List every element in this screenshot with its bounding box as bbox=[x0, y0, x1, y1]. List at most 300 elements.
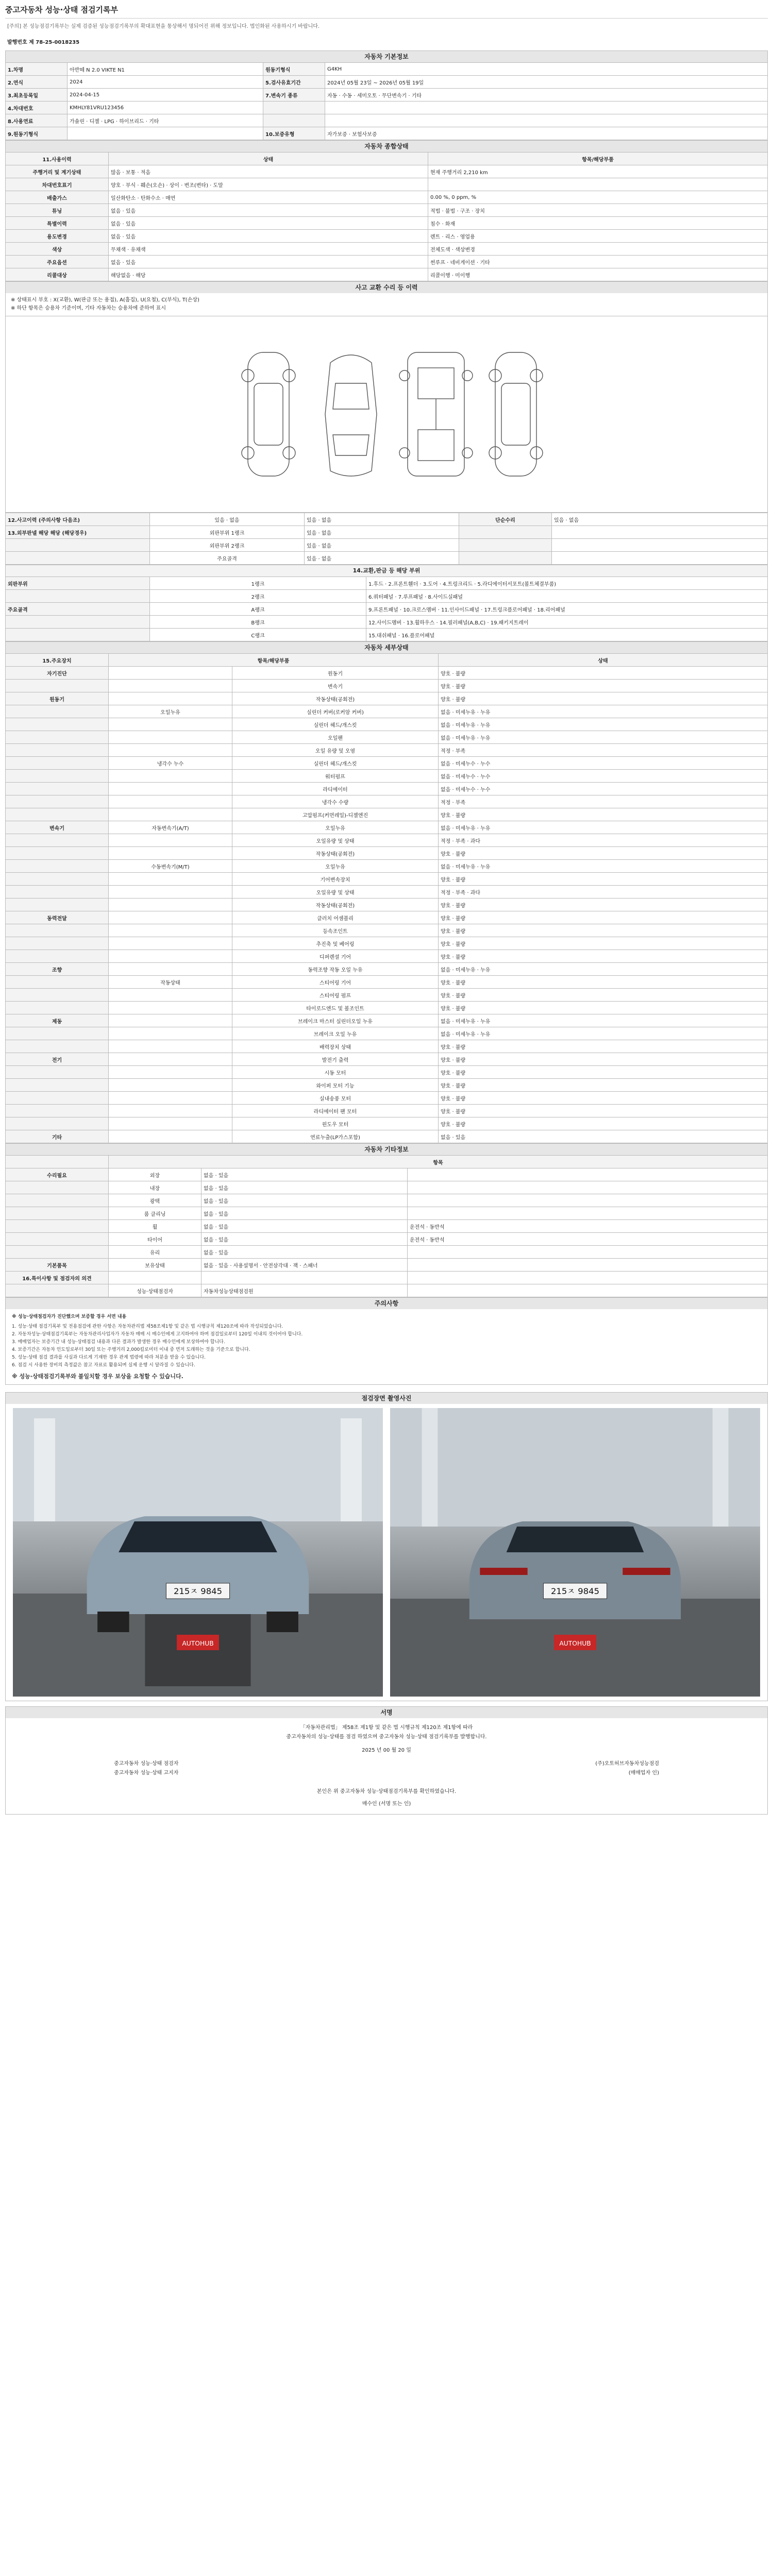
detail-part: 오일누유 bbox=[232, 860, 439, 873]
parts-list: 12.사이드멤버 · 13.휠하우스 · 14.필러패널(A,B,C) · 19.패키지트레이 bbox=[366, 616, 768, 629]
detail-state: 양호 · 불량 bbox=[439, 680, 768, 692]
detail-state: 양호 · 불량 bbox=[439, 989, 768, 1002]
detail-row bbox=[6, 1105, 768, 1117]
detail-subgroup bbox=[109, 1130, 232, 1143]
caution-box bbox=[5, 1309, 768, 1385]
detail-part: 실린더 커버(로커암 커버) bbox=[232, 705, 439, 718]
legend-line-2: ※ 하단 항목은 승용차 기준이며, 기타 자동차는 승용차에 준하여 표시 bbox=[11, 306, 166, 311]
section-detail-status: 자동차 세부상태 bbox=[5, 641, 768, 653]
extra-state bbox=[201, 1272, 408, 1284]
detail-row bbox=[6, 757, 768, 770]
detail-row bbox=[6, 705, 768, 718]
general-status: 일산화탄소 · 탄화수소 · 매연 bbox=[109, 191, 428, 204]
detail-group: 자기진단 bbox=[6, 667, 109, 680]
detail-part: 실린더 헤드/개스킷 bbox=[232, 757, 439, 770]
extra-note bbox=[408, 1207, 768, 1220]
notice-text: [주의] 본 성능점검기록부는 실제 검증된 성능점검기록부의 확대표현을 통상해서 명되어진 위해 정보입니다. 법인화된 사용하시기 바랍니다. bbox=[7, 24, 320, 29]
rear-photo bbox=[390, 1408, 760, 1697]
general-detail bbox=[428, 178, 768, 191]
detail-state: 양호 · 불량 bbox=[439, 924, 768, 937]
inspector-label: 중고자동차 성능·상태 점검자 bbox=[114, 1761, 179, 1767]
parts-rank: C랭크 bbox=[150, 629, 366, 641]
parts-rank: 1랭크 bbox=[150, 577, 366, 590]
extra-item: 룸 클리닝 bbox=[109, 1207, 201, 1220]
basic-key-2: 5.검사유효기간 bbox=[263, 76, 325, 89]
parts-rank: A랭크 bbox=[150, 603, 366, 616]
extra-note bbox=[408, 1181, 768, 1194]
detail-subgroup bbox=[109, 731, 232, 744]
basic-row bbox=[6, 127, 768, 140]
basic-value-2: G4KH bbox=[325, 63, 768, 76]
detail-state: 없음 · 미세누유 · 누유 bbox=[439, 860, 768, 873]
section-basic-info: 자동차 기본정보 bbox=[5, 50, 768, 62]
basic-key-2 bbox=[263, 101, 325, 114]
detail-state: 양호 · 불량 bbox=[439, 950, 768, 963]
parts-group: 주요골격 bbox=[6, 603, 150, 616]
detail-subgroup bbox=[109, 718, 232, 731]
rear-sign: AUTOHUB bbox=[559, 1640, 591, 1647]
basic-key: 9.원동기형식 bbox=[6, 127, 68, 140]
detail-group bbox=[6, 989, 109, 1002]
detail-subgroup bbox=[109, 963, 232, 976]
extra-row bbox=[6, 1168, 768, 1181]
detail-state: 양호 · 불량 bbox=[439, 937, 768, 950]
detail-group: 원동기 bbox=[6, 692, 109, 705]
caution-line: 2. 자동차성능·상태점검기록부는 자동차관리사업자가 자동차 매매 시 매수인에게 고지하여야 하며 점검일로부터 120일 이내의 것이어야 합니다. bbox=[12, 1332, 303, 1337]
signature-box bbox=[5, 1718, 768, 1815]
general-detail: 침수 · 화재 bbox=[428, 217, 768, 230]
accident-value: 있음 · 없음 bbox=[150, 513, 305, 526]
detail-part: 냉각수 수량 bbox=[232, 795, 439, 808]
detail-row bbox=[6, 1002, 768, 1014]
extra-note bbox=[408, 1284, 768, 1297]
front-sign: AUTOHUB bbox=[182, 1640, 214, 1647]
extra-state: 없음 · 있음 bbox=[201, 1168, 408, 1181]
detail-subgroup bbox=[109, 950, 232, 963]
general-item: 튜닝 bbox=[6, 204, 109, 217]
detail-group bbox=[6, 886, 109, 899]
detail-group bbox=[6, 770, 109, 783]
legend-line: ※ 상태표시 부호 : X(교환), W(판금 또는 용접), A(흠집), U(요철), C(부식), T(손상) bbox=[11, 297, 199, 303]
detail-subgroup bbox=[109, 873, 232, 886]
accident-row bbox=[6, 539, 768, 552]
extra-group: 수리필요 bbox=[6, 1168, 109, 1181]
rear-plate: 215ㅈ 9845 bbox=[550, 1586, 600, 1596]
detail-state: 적정 · 부족 bbox=[439, 795, 768, 808]
document-number: 발행번호 제 78-25-0018235 bbox=[7, 40, 80, 45]
detail-part: 작동상태(공회전) bbox=[232, 847, 439, 860]
detail-row bbox=[6, 667, 768, 680]
caution-line: 4. 보증기간은 자동차 인도일로부터 30일 또는 주행거리 2,000킬로미터 이내 중 먼저 도래하는 것을 기준으로 합니다. bbox=[12, 1347, 250, 1352]
detail-row bbox=[6, 989, 768, 1002]
extra-note: 운전석 · 동반석 bbox=[408, 1233, 768, 1246]
extra-group bbox=[6, 1246, 109, 1259]
accident-row bbox=[6, 552, 768, 565]
detail-part: 작동상태(공회전) bbox=[232, 692, 439, 705]
general-item: 차대번호표기 bbox=[6, 178, 109, 191]
general-row bbox=[6, 230, 768, 243]
extra-state: 자동차성능상태점검원 bbox=[201, 1284, 408, 1297]
parts-group: 외판부위 bbox=[6, 577, 150, 590]
detail-group bbox=[6, 937, 109, 950]
general-detail: 리콜이행 · 미이행 bbox=[428, 268, 768, 281]
detail-part: 클러치 어셈블리 bbox=[232, 911, 439, 924]
detail-row bbox=[6, 1040, 768, 1053]
extra-row bbox=[6, 1259, 768, 1272]
detail-subgroup: 냉각수 누수 bbox=[109, 757, 232, 770]
detail-row bbox=[6, 1014, 768, 1027]
extra-group: 기본품목 bbox=[6, 1259, 109, 1272]
detail-group bbox=[6, 1027, 109, 1040]
inspector-name: (주)오토허브자동차성능점검 bbox=[595, 1761, 659, 1767]
basic-value-2: 자동 · 수동 · 세미오토 · 무단변속기 · 기타 bbox=[325, 89, 768, 101]
accident-key bbox=[6, 552, 150, 565]
caution-head: ※ 성능·상태점검자가 진단했으며 보증할 경우 서면 내용 bbox=[12, 1314, 127, 1319]
basic-row bbox=[6, 63, 768, 76]
sign-line-2: 중고자동차의 성능·상태를 점검 하였으며 중고자동차 성능·상태 점검기록부를 발행합니다. bbox=[286, 1734, 487, 1740]
detail-state: 양호 · 불량 bbox=[439, 899, 768, 911]
parts-row bbox=[6, 629, 768, 641]
detail-state: 양호 · 불량 bbox=[439, 692, 768, 705]
detail-row bbox=[6, 821, 768, 834]
detail-group bbox=[6, 860, 109, 873]
parts-group bbox=[6, 629, 150, 641]
extra-note bbox=[408, 1194, 768, 1207]
detail-row bbox=[6, 873, 768, 886]
detail-part: 발전기 출력 bbox=[232, 1053, 439, 1066]
detail-row bbox=[6, 963, 768, 976]
general-head-1: 11.사용이력 bbox=[6, 152, 109, 165]
general-row bbox=[6, 217, 768, 230]
detail-group: 동력전달 bbox=[6, 911, 109, 924]
detail-row bbox=[6, 770, 768, 783]
detail-part: 변속기 bbox=[232, 680, 439, 692]
extra-group bbox=[6, 1194, 109, 1207]
detail-part: 실내송풍 모터 bbox=[232, 1092, 439, 1105]
section-general-status: 자동차 종합상태 bbox=[5, 140, 768, 152]
rear-car-image bbox=[390, 1408, 760, 1697]
accident-value-2: 있음 · 없음 bbox=[305, 539, 459, 552]
detail-subgroup bbox=[109, 692, 232, 705]
general-status: 무채색 · 유채색 bbox=[109, 243, 428, 256]
detail-state: 양호 · 불량 bbox=[439, 1053, 768, 1066]
detail-state: 없음 · 미세누수 · 누수 bbox=[439, 783, 768, 795]
basic-value-2: 자가보증 · 보험사보증 bbox=[325, 127, 768, 140]
basic-row bbox=[6, 76, 768, 89]
detail-subgroup: 작동상태 bbox=[109, 976, 232, 989]
detail-group: 조향 bbox=[6, 963, 109, 976]
detail-group bbox=[6, 718, 109, 731]
detail-part: 시동 모터 bbox=[232, 1066, 439, 1079]
detail-state: 적정 · 부족 · 과다 bbox=[439, 886, 768, 899]
detail-subgroup bbox=[109, 1053, 232, 1066]
extra-group bbox=[6, 1284, 109, 1297]
general-status: 많음 · 보통 · 적음 bbox=[109, 165, 428, 178]
detail-row bbox=[6, 950, 768, 963]
general-row bbox=[6, 204, 768, 217]
extra-item: 보유상태 bbox=[109, 1259, 201, 1272]
accident-value-3 bbox=[552, 539, 768, 552]
extra-note bbox=[408, 1168, 768, 1181]
detail-subgroup: 오일누유 bbox=[109, 705, 232, 718]
detail-state: 없음 · 미세누유 · 누유 bbox=[439, 718, 768, 731]
section-photos: 점검장면 촬영사진 bbox=[5, 1392, 768, 1404]
detail-row bbox=[6, 1130, 768, 1143]
detail-group bbox=[6, 834, 109, 847]
general-row bbox=[6, 191, 768, 204]
general-status: 없음 · 있음 bbox=[109, 256, 428, 268]
detail-group bbox=[6, 976, 109, 989]
detail-head-1: 15.주요장치 bbox=[6, 654, 109, 667]
detail-row bbox=[6, 744, 768, 757]
accident-value-2: 있음 · 없음 bbox=[305, 526, 459, 539]
detail-subgroup bbox=[109, 770, 232, 783]
detail-row bbox=[6, 847, 768, 860]
extra-row bbox=[6, 1220, 768, 1233]
extra-group bbox=[6, 1220, 109, 1233]
detail-state: 양호 · 불량 bbox=[439, 667, 768, 680]
detail-part: 브레이크 마스터 실린더오일 누유 bbox=[232, 1014, 439, 1027]
detail-state: 양호 · 불량 bbox=[439, 976, 768, 989]
extra-note bbox=[408, 1259, 768, 1272]
extra-group bbox=[6, 1207, 109, 1220]
buyer-sign: 매수인 (서명 또는 인) bbox=[362, 1801, 411, 1807]
detail-part: 윈도우 모터 bbox=[232, 1117, 439, 1130]
detail-part: 등속조인트 bbox=[232, 924, 439, 937]
detail-subgroup bbox=[109, 783, 232, 795]
extra-row bbox=[6, 1207, 768, 1220]
detail-subgroup bbox=[109, 1105, 232, 1117]
detail-group bbox=[6, 757, 109, 770]
section-caution: 주의사항 bbox=[5, 1297, 768, 1309]
inspector-row bbox=[11, 1755, 762, 1769]
extra-state: 없음 · 있음 bbox=[201, 1220, 408, 1233]
legend-box bbox=[5, 293, 768, 316]
general-status: 해당없음 · 해당 bbox=[109, 268, 428, 281]
basic-row bbox=[6, 89, 768, 101]
detail-group bbox=[6, 950, 109, 963]
accident-value-3: 있음 · 없음 bbox=[552, 513, 768, 526]
accident-key: 12.사고이력 (주의사항 다음조) bbox=[6, 513, 150, 526]
document-title: 중고자동차 성능·상태 점검기록부 bbox=[5, 0, 768, 19]
buyer-confirm: 본인은 위 중고자동차 성능·상태점검기록부를 확인하였습니다. bbox=[316, 1789, 457, 1794]
detail-row bbox=[6, 731, 768, 744]
detail-part: 오일 유량 및 오염 bbox=[232, 744, 439, 757]
detail-part: 오일누유 bbox=[232, 821, 439, 834]
extra-note: 운전석 · 동반석 bbox=[408, 1220, 768, 1233]
detail-head-2: 항목/해당부품 bbox=[109, 654, 439, 667]
detail-group: 전기 bbox=[6, 1053, 109, 1066]
parts-list: 1.후드 · 2.프론트휀더 · 3.도어 · 4.트렁크리드 · 5.라디에이터서포트(볼트체결부품) bbox=[366, 577, 768, 590]
detail-state: 양호 · 불량 bbox=[439, 1092, 768, 1105]
detail-row bbox=[6, 860, 768, 873]
detail-part: 연료누출(LP가스포함) bbox=[232, 1130, 439, 1143]
general-item: 용도변경 bbox=[6, 230, 109, 243]
detail-state: 없음 · 미세누유 · 누유 bbox=[439, 821, 768, 834]
general-item: 리콜대상 bbox=[6, 268, 109, 281]
basic-value: 가솔린 · 디젤 · LPG · 하이브리드 · 기타 bbox=[68, 114, 263, 127]
detail-state: 없음 · 미세누유 · 누유 bbox=[439, 705, 768, 718]
extra-item: 내장 bbox=[109, 1181, 201, 1194]
extra-row bbox=[6, 1233, 768, 1246]
caution-foot: ※ 성능·상태점검기록부와 불일치할 경우 보상을 요청할 수 있습니다. bbox=[12, 1373, 183, 1380]
detail-state: 없음 · 있음 bbox=[439, 1130, 768, 1143]
general-row bbox=[6, 268, 768, 281]
extra-state: 없음 · 있음 bbox=[201, 1181, 408, 1194]
detail-group bbox=[6, 847, 109, 860]
accident-value: 외판부위 1랭크 bbox=[150, 526, 305, 539]
detail-group bbox=[6, 1002, 109, 1014]
detail-group: 변속기 bbox=[6, 821, 109, 834]
detail-state: 없음 · 미세누유 · 누유 bbox=[439, 963, 768, 976]
detail-state: 양호 · 불량 bbox=[439, 873, 768, 886]
detail-state: 없음 · 미세누수 · 누수 bbox=[439, 757, 768, 770]
front-photo bbox=[13, 1408, 383, 1697]
detail-state: 양호 · 불량 bbox=[439, 911, 768, 924]
extra-group bbox=[6, 1233, 109, 1246]
detail-part: 오일팬 bbox=[232, 731, 439, 744]
accident-value: 주요골격 bbox=[150, 552, 305, 565]
extra-note bbox=[408, 1272, 768, 1284]
detail-row bbox=[6, 1066, 768, 1079]
detail-part: 오일유량 및 상태 bbox=[232, 886, 439, 899]
detail-group bbox=[6, 744, 109, 757]
detail-subgroup bbox=[109, 1040, 232, 1053]
general-detail: 썬루프 · 네비게이션 · 기타 bbox=[428, 256, 768, 268]
basic-value: 2024 bbox=[68, 76, 263, 89]
detail-subgroup bbox=[109, 847, 232, 860]
accident-key bbox=[6, 539, 150, 552]
general-row bbox=[6, 243, 768, 256]
detail-row bbox=[6, 886, 768, 899]
accident-key-2 bbox=[459, 539, 552, 552]
detail-subgroup bbox=[109, 886, 232, 899]
detail-group: 제동 bbox=[6, 1014, 109, 1027]
basic-key-2: 10.보증유형 bbox=[263, 127, 325, 140]
detail-state: 양호 · 불량 bbox=[439, 1040, 768, 1053]
basic-row bbox=[6, 101, 768, 114]
extra-note bbox=[408, 1246, 768, 1259]
accident-value-2: 있음 · 없음 bbox=[305, 513, 459, 526]
general-item: 배출가스 bbox=[6, 191, 109, 204]
basic-key-2 bbox=[263, 114, 325, 127]
extra-state: 없음 · 있음 bbox=[201, 1194, 408, 1207]
detail-part: 스티어링 기어 bbox=[232, 976, 439, 989]
basic-value-2 bbox=[325, 114, 768, 127]
detail-subgroup bbox=[109, 1002, 232, 1014]
detail-subgroup: 자동변속기(A/T) bbox=[109, 821, 232, 834]
detail-subgroup bbox=[109, 834, 232, 847]
parts-list: 15.대쉬패널 · 16.플로어패널 bbox=[366, 629, 768, 641]
detail-row bbox=[6, 680, 768, 692]
detail-state: 양호 · 불량 bbox=[439, 1105, 768, 1117]
extra-row bbox=[6, 1246, 768, 1259]
basic-key-2: 7.변속기 종류 bbox=[263, 89, 325, 101]
detail-state: 없음 · 미세누유 · 누유 bbox=[439, 731, 768, 744]
parts-rank: B랭크 bbox=[150, 616, 366, 629]
notifier-label: 중고자동차 성능·상태 고지자 bbox=[114, 1770, 179, 1776]
detail-part: 실린더 헤드/개스킷 bbox=[232, 718, 439, 731]
basic-key: 1.차명 bbox=[6, 63, 68, 76]
general-item: 색상 bbox=[6, 243, 109, 256]
detail-state: 양호 · 불량 bbox=[439, 847, 768, 860]
detail-part: 추진축 및 베어링 bbox=[232, 937, 439, 950]
basic-value: 아반떼 N 2.0 VIKTE N1 bbox=[68, 63, 263, 76]
basic-value-2: 2024년 05월 23일 ~ 2026년 05월 19일 bbox=[325, 76, 768, 89]
parts-table bbox=[5, 577, 768, 641]
detail-group: 기타 bbox=[6, 1130, 109, 1143]
front-car-image bbox=[13, 1408, 383, 1697]
basic-row bbox=[6, 114, 768, 127]
general-status: 양호 · 부식 · 훼손(오손) · 상이 · 변조(변타) · 도말 bbox=[109, 178, 428, 191]
basic-value-2 bbox=[325, 101, 768, 114]
extra-table bbox=[5, 1155, 768, 1297]
general-status: 없음 · 있음 bbox=[109, 204, 428, 217]
detail-group bbox=[6, 1092, 109, 1105]
detail-group bbox=[6, 873, 109, 886]
detail-part: 동력조향 작동 오일 누유 bbox=[232, 963, 439, 976]
accident-key: 13.외부판넬 해당 해당 (해당경우) bbox=[6, 526, 150, 539]
caution-line: 6. 점검 시 사용한 장비의 측정값은 참고 자료로 활용되며 실제 운행 시 달라질 수 있습니다. bbox=[12, 1363, 195, 1368]
detail-row bbox=[6, 834, 768, 847]
extra-row bbox=[6, 1194, 768, 1207]
detail-subgroup bbox=[109, 899, 232, 911]
detail-row bbox=[6, 1117, 768, 1130]
general-item: 주행거리 및 계기상태 bbox=[6, 165, 109, 178]
detail-subgroup bbox=[109, 1027, 232, 1040]
detail-subgroup bbox=[109, 808, 232, 821]
detail-state: 양호 · 불량 bbox=[439, 1066, 768, 1079]
detail-state: 양호 · 불량 bbox=[439, 808, 768, 821]
general-status: 없음 · 있음 bbox=[109, 230, 428, 243]
basic-key: 3.최초등록일 bbox=[6, 89, 68, 101]
detail-state: 양호 · 불량 bbox=[439, 1117, 768, 1130]
extra-item: 타이어 bbox=[109, 1233, 201, 1246]
sign-date: 2025 년 00 월 20 일 bbox=[362, 1748, 411, 1753]
detail-row bbox=[6, 976, 768, 989]
basic-key: 8.사용연료 bbox=[6, 114, 68, 127]
accident-key-2: 단순수리 bbox=[459, 513, 552, 526]
detail-group bbox=[6, 680, 109, 692]
detail-row bbox=[6, 899, 768, 911]
extra-item: 유리 bbox=[109, 1246, 201, 1259]
detail-part: 스티어링 펌프 bbox=[232, 989, 439, 1002]
general-head-2: 상태 bbox=[109, 152, 428, 165]
extra-state: 없음 · 있음 bbox=[201, 1207, 408, 1220]
detail-row bbox=[6, 1092, 768, 1105]
detail-state: 없음 · 미세누유 · 누유 bbox=[439, 1014, 768, 1027]
parts-title: 14.교환,판금 등 해당 부위 bbox=[5, 565, 768, 577]
detail-part: 워터펌프 bbox=[232, 770, 439, 783]
detail-head-3: 상태 bbox=[439, 654, 768, 667]
car-outline-drawing bbox=[6, 316, 768, 512]
general-detail: 적법 · 불법 · 구조 · 장치 bbox=[428, 204, 768, 217]
detail-part: 기어변속장치 bbox=[232, 873, 439, 886]
parts-row bbox=[6, 616, 768, 629]
extra-state: 없음 · 있음 bbox=[201, 1246, 408, 1259]
accident-value-3 bbox=[552, 526, 768, 539]
detail-subgroup bbox=[109, 1014, 232, 1027]
detail-subgroup: 수동변속기(M/T) bbox=[109, 860, 232, 873]
general-item: 특별이력 bbox=[6, 217, 109, 230]
detail-part: 오일유량 및 상태 bbox=[232, 834, 439, 847]
caution-line: 1. 성능·상태 점검기록부 및 전용점검에 관한 사항은 자동차관리법 제58조제1항 및 같은 법 시행규칙 제120조에 따라 작성되었습니다. bbox=[12, 1324, 283, 1329]
vehicle-diagram bbox=[5, 316, 768, 513]
detail-state: 양호 · 불량 bbox=[439, 1002, 768, 1014]
detail-part: 디퍼렌셜 기어 bbox=[232, 950, 439, 963]
detail-state: 없음 · 미세누유 · 누유 bbox=[439, 1027, 768, 1040]
detail-part: 배력장치 상태 bbox=[232, 1040, 439, 1053]
